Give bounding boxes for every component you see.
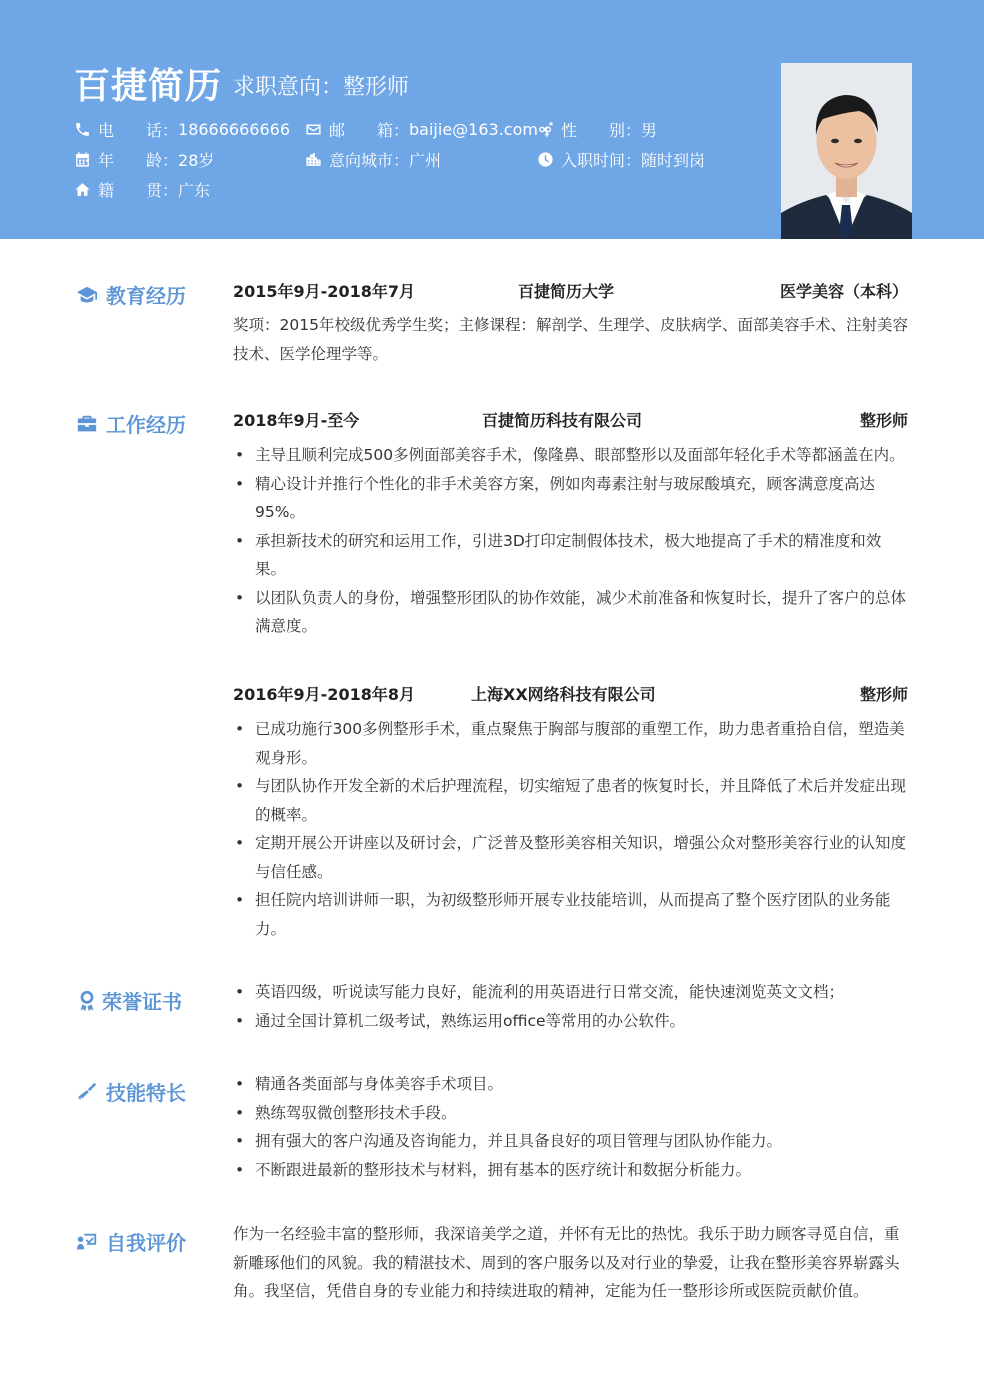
education-section-title: 教育经历 [76, 280, 186, 309]
email-value: baijie@163.com [409, 120, 538, 139]
job-company: 百捷简历科技有限公司 [482, 411, 643, 430]
list-item: • 担任院内培训讲师一职，为初级整形师开展专业技能培训，从而提高了整个医疗团队的业务能力。 [233, 886, 908, 943]
gender-icon [537, 121, 554, 138]
phone-icon [74, 121, 91, 138]
list-item: • 主导且顺利完成500多例面部美容手术，像隆鼻、眼部整形以及面部年轻化手术等都涵盖在内。 [233, 441, 908, 470]
start-value: 随时到岗 [641, 151, 706, 170]
education-school: 百捷简历大学 [518, 282, 615, 301]
start-label: 入职时间： [561, 151, 642, 170]
calendar-icon [74, 151, 91, 168]
start-info [537, 148, 705, 171]
job-role: 整形师 [859, 411, 908, 430]
tools-icon [76, 1081, 98, 1103]
origin-value: 广东 [178, 181, 211, 200]
honors-bullets [233, 978, 908, 1035]
job-bullets [233, 441, 908, 641]
job-period: 2018年9月-至今 [233, 411, 360, 430]
list-item: • 承担新技术的研究和运用工作，引进3D打印定制假体技术，极大地提高了手术的精准度和效果。 [233, 527, 908, 584]
education-detail: 奖项：2015年校级优秀学生奖；主修课程：解剖学、生理学、皮肤病学、面部美容手术、注射美容技术、医学伦理学等。 [233, 316, 908, 363]
home-icon [74, 181, 91, 198]
skills-section-title: 技能特长 [76, 1077, 186, 1106]
resume-name: 百捷简历 [74, 66, 223, 107]
mail-icon [305, 121, 322, 138]
graduation-cap-icon [76, 284, 98, 306]
job-period: 2016年9月-2018年8月 [233, 685, 415, 704]
phone-label: 电 话： [98, 121, 179, 140]
list-item: • 精心设计并推行个性化的非手术美容方案，例如肉毒素注射与玻尿酸填充，顾客满意度高达95%。 [233, 470, 908, 527]
list-item: • 通过全国计算机二级考试，熟练运用office等常用的办公软件。 [233, 1007, 908, 1036]
city-info [305, 148, 441, 171]
job-intent: 求职意向：整形师 [233, 75, 410, 100]
list-item: • 拥有强大的客户沟通及咨询能力，并且具备良好的项目管理与团队协作能力。 [233, 1127, 908, 1156]
city-label: 意向城市： [329, 151, 410, 170]
origin-label: 籍 贯： [98, 181, 179, 200]
email-label: 邮 箱： [329, 121, 410, 140]
education-period: 2015年9月-2018年7月 [233, 282, 415, 301]
award-icon [76, 990, 98, 1012]
gender-value: 男 [641, 121, 658, 140]
list-item: • 熟练驾驭微创整形技术手段。 [233, 1099, 908, 1128]
phone-value: 18666666666 [178, 120, 290, 139]
resume-header [0, 0, 984, 239]
email-info [305, 118, 538, 141]
list-item: • 与团队协作开发全新的术后护理流程，切实缩短了患者的恢复时长，并且降低了术后并发症出现的概率。 [233, 772, 908, 829]
clock-icon [537, 151, 554, 168]
phone-info [74, 118, 290, 141]
age-info [74, 148, 214, 171]
skills-bullets [233, 1070, 908, 1184]
gender-info [537, 118, 657, 141]
presentation-icon [76, 1231, 98, 1253]
job-role: 整形师 [859, 685, 908, 704]
job-row [233, 408, 908, 432]
list-item: • 不断跟进最新的整形技术与材料，拥有基本的医疗统计和数据分析能力。 [233, 1156, 908, 1185]
list-item: • 已成功施行300多例整形手术，重点聚焦于胸部与腹部的重塑工作，助力患者重拾自信，塑造美观身形。 [233, 715, 908, 772]
city-icon [305, 151, 322, 168]
list-item: • 英语四级，听说读写能力良好，能流利的用英语进行日常交流，能快速浏览英文文档； [233, 978, 908, 1007]
education-major: 医学美容（本科） [779, 282, 908, 301]
age-label: 年 龄： [98, 151, 179, 170]
self-section-title: 自我评价 [76, 1227, 186, 1256]
self-evaluation-text: 作为一名经验丰富的整形师，我深谙美学之道，并怀有无比的热忱。我乐于助力顾客寻觅自信，重新雕琢他们的风貌。我的精湛技术、周到的客户服务以及对行业的挚爱，让我在整形美容界崭露头角。我坚信，凭借自身的专业能力和持续进取的精神，定能为任一整形诊所或医院贡献价值。 [233, 1225, 900, 1300]
profile-photo [781, 63, 912, 239]
job-company: 上海XX网络科技有限公司 [471, 685, 656, 704]
job-bullets [233, 715, 908, 943]
job-row [233, 682, 908, 706]
list-item: • 精通各类面部与身体美容手术项目。 [233, 1070, 908, 1099]
age-value: 28岁 [178, 151, 215, 170]
work-section-title: 工作经历 [76, 409, 186, 438]
city-value: 广州 [409, 151, 442, 170]
briefcase-icon [76, 413, 98, 435]
list-item: • 以团队负责人的身份，增强整形团队的协作效能，减少术前准备和恢复时长，提升了客户的总体满意度。 [233, 584, 908, 641]
gender-label: 性 别： [561, 121, 642, 140]
honors-section-title: 荣誉证书 [76, 986, 182, 1015]
origin-info [74, 178, 210, 201]
education-row [233, 279, 908, 303]
list-item: • 定期开展公开讲座以及研讨会，广泛普及整形美容相关知识，增强公众对整形美容行业的认知度与信任感。 [233, 829, 908, 886]
